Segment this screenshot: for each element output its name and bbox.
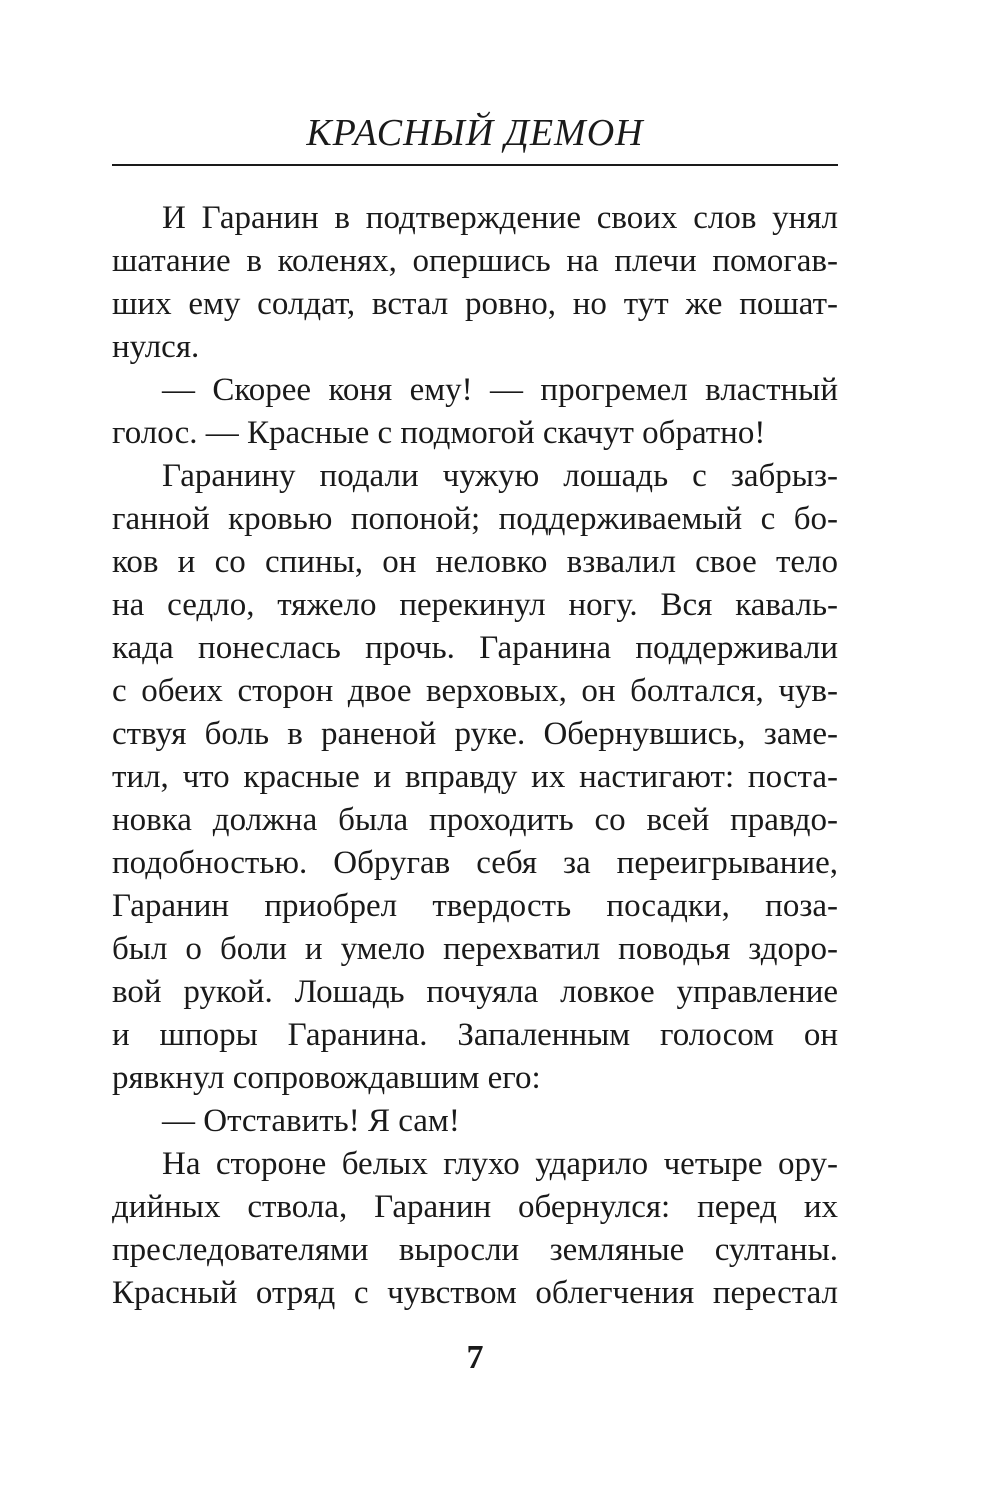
text-line: преследователями выросли земляные султаны. xyxy=(112,1232,838,1268)
text-line: нулся. xyxy=(112,329,200,365)
text-line: новка должна была проходить со всей правдо- xyxy=(112,802,838,838)
text-line: тил, что красные и вправду их настигают: поста- xyxy=(112,759,838,795)
text-line: рявкнул сопровождавшим его: xyxy=(112,1060,541,1096)
text-line: подобностью. Обругав себя за переигрывание, xyxy=(112,845,838,881)
text-line: И Гаранин в подтверждение своих слов унял xyxy=(162,200,838,236)
text-line: — Отставить! Я сам! xyxy=(162,1103,460,1139)
text-line: на седло, тяжело перекинул ногу. Вся каваль- xyxy=(112,587,838,623)
text-line: голос. — Красные с подмогой скачут обратно! xyxy=(112,415,766,451)
text-line: с обеих сторон двое верховых, он болтался, чув- xyxy=(112,673,838,709)
text-line: ганной кровью попоной; поддерживаемый с бо- xyxy=(112,501,838,537)
text-line: ших ему солдат, встал ровно, но тут же пошат- xyxy=(112,286,838,322)
text-line: был о боли и умело перехватил поводья здоро- xyxy=(112,931,838,967)
text-line: када понеслась прочь. Гаранина поддерживали xyxy=(112,630,838,666)
text-line: шатание в коленях, опершись на плечи помогав- xyxy=(112,243,838,279)
header-rule xyxy=(112,164,838,166)
text-line: Красный отряд с чувством облегчения перестал xyxy=(112,1275,838,1311)
text-line: Гаранин приобрел твердость посадки, поза- xyxy=(112,888,838,924)
text-line: ков и со спины, он неловко взвалил свое тело xyxy=(112,544,838,580)
running-title: КРАСНЫЙ ДЕМОН xyxy=(306,112,644,154)
page-number: 7 xyxy=(466,1339,484,1376)
text-line: дийных ствола, Гаранин обернулся: перед их xyxy=(112,1189,838,1225)
text-line: — Скорее коня ему! — прогремел властный xyxy=(162,372,838,408)
text-line: На стороне белых глухо ударило четыре ору- xyxy=(162,1146,838,1182)
body-text xyxy=(112,197,838,1315)
text-line: Гаранину подали чужую лошадь с забрыз- xyxy=(162,458,838,494)
text-line: вой рукой. Лошадь почуяла ловкое управление xyxy=(112,974,838,1010)
text-line: и шпоры Гаранина. Запаленным голосом он xyxy=(112,1017,838,1053)
text-line: ствуя боль в раненой руке. Обернувшись, заме- xyxy=(112,716,838,752)
